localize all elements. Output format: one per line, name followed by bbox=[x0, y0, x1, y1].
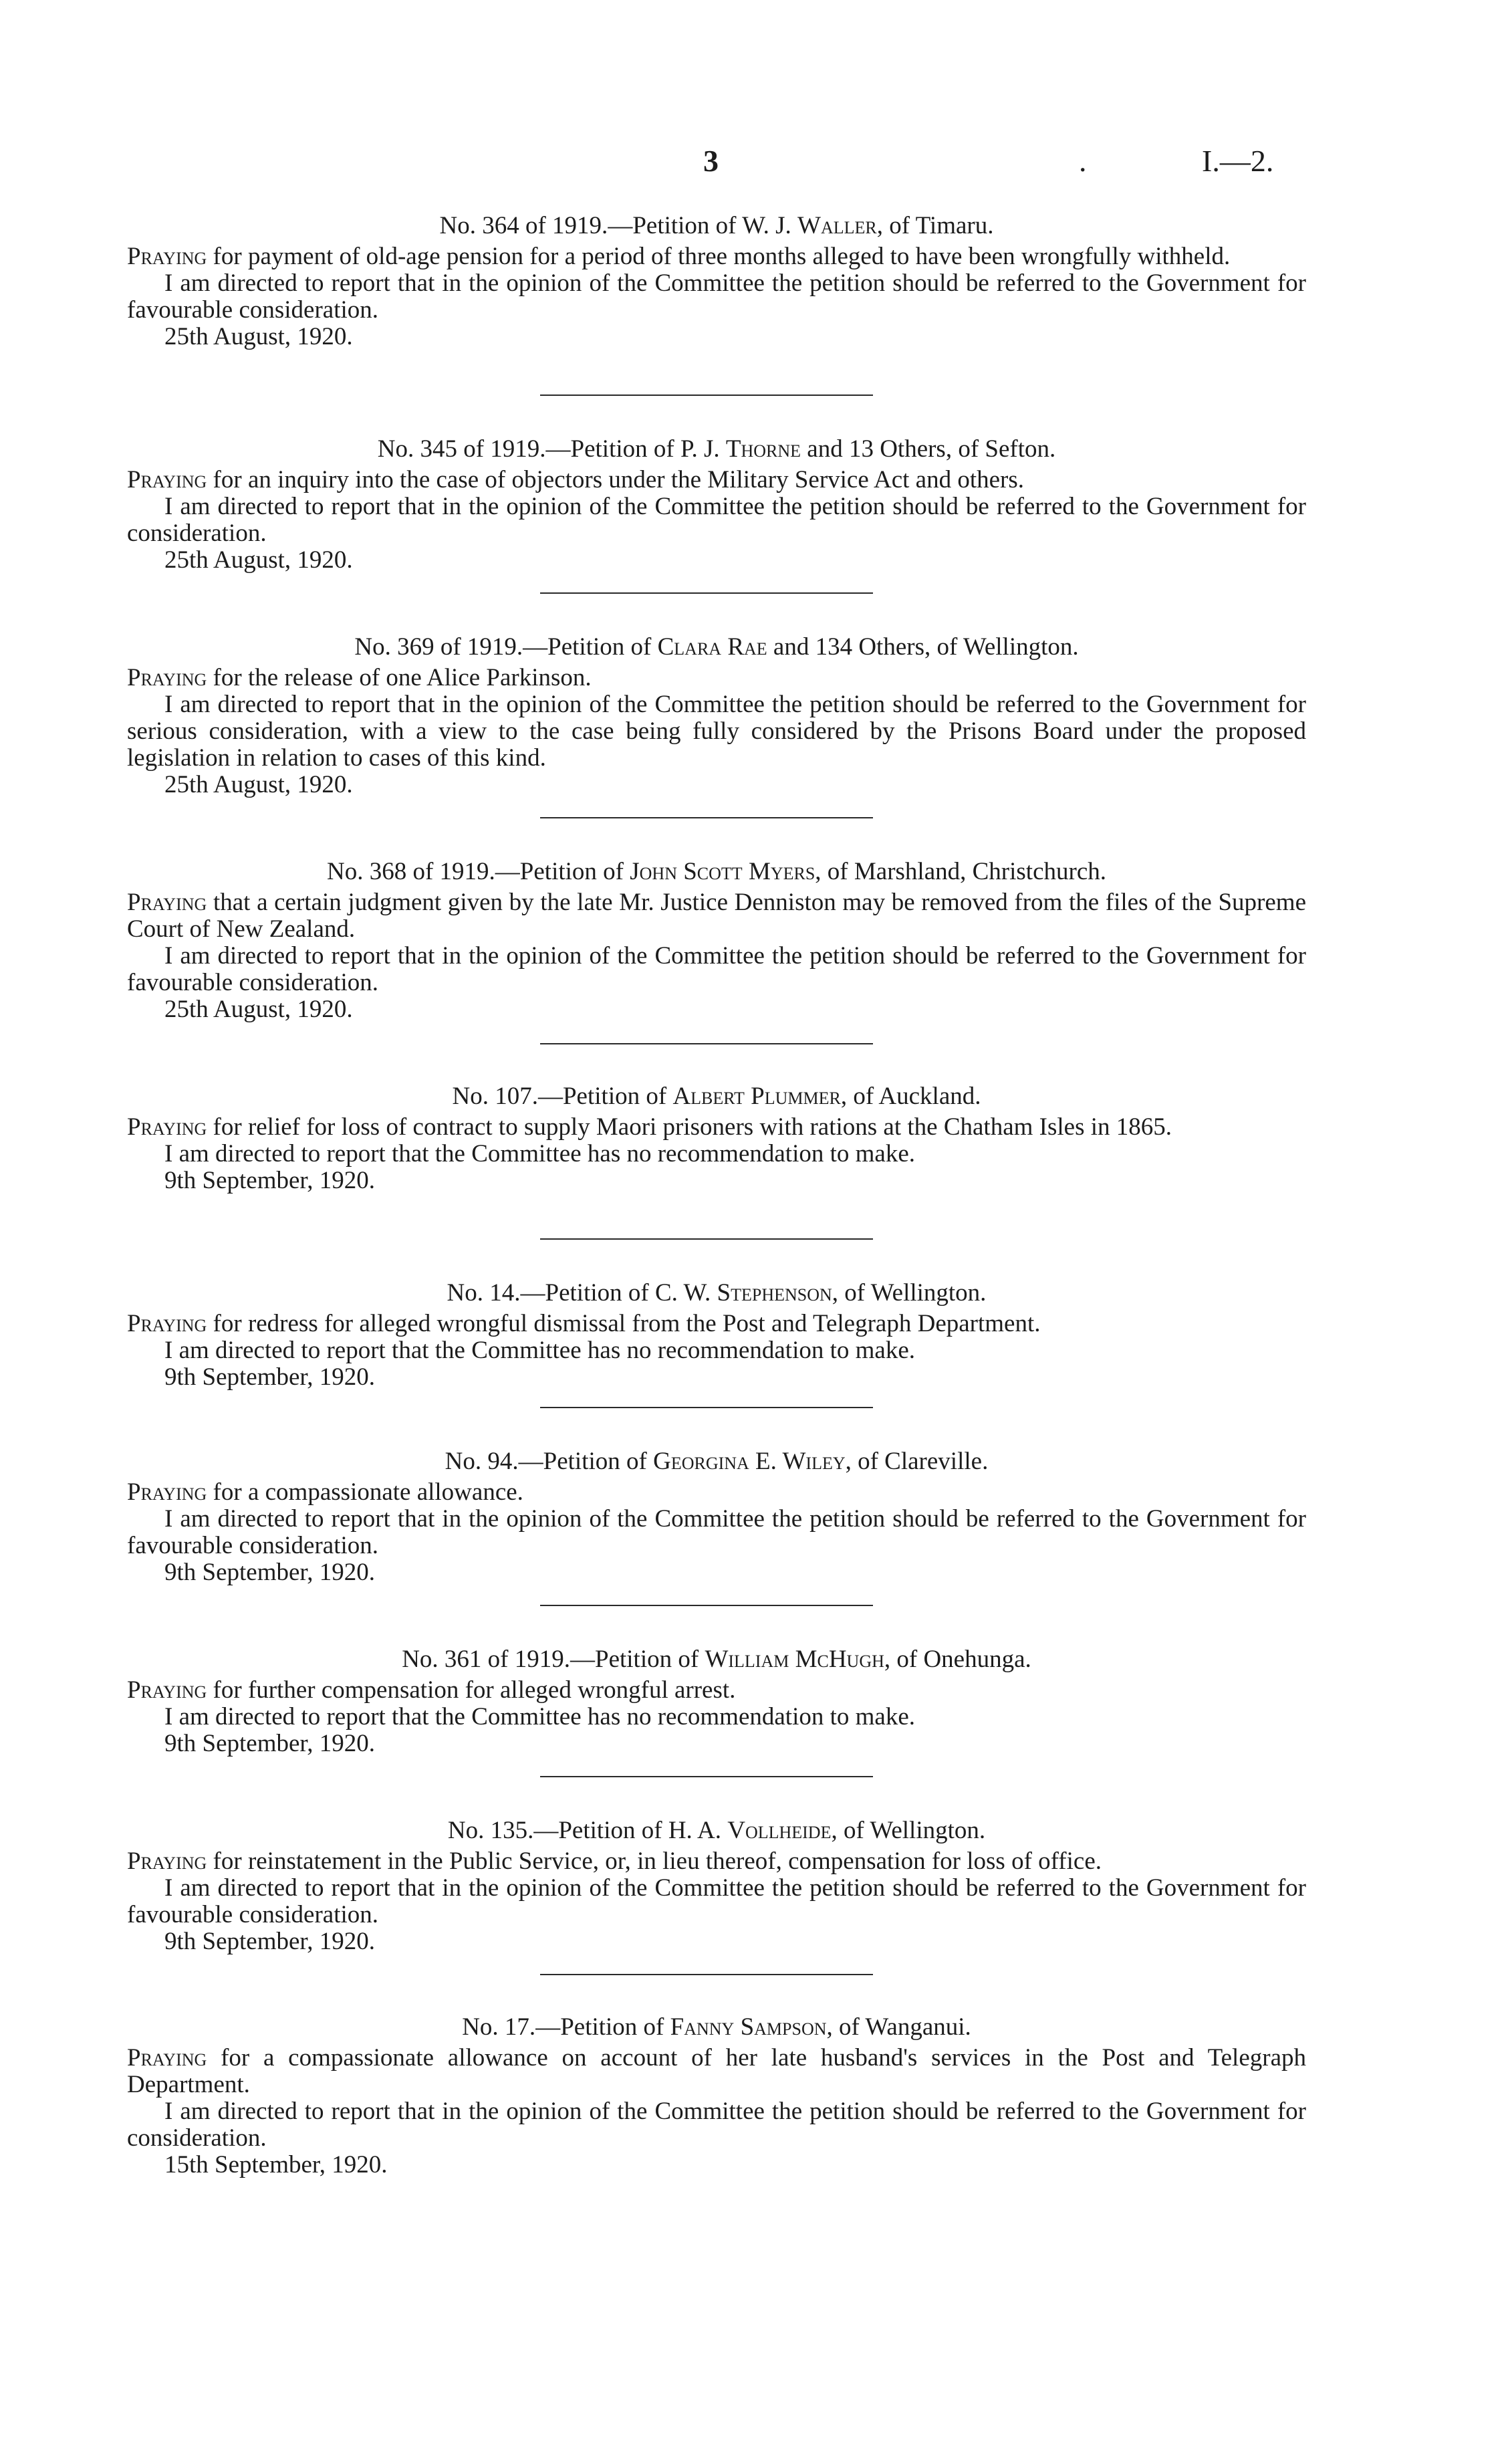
petition-number: No. 364 of 1919. bbox=[439, 212, 608, 239]
petitioner-name: William McHugh bbox=[705, 1646, 884, 1673]
praying-text: for relief for loss of contract to supply Maori prisoners with rations at the Chatham Isles in 1865. bbox=[207, 1113, 1172, 1141]
report-date: 25th August, 1920. bbox=[164, 546, 353, 574]
document-reference: I.—2. bbox=[1202, 144, 1274, 178]
report-date: 25th August, 1920. bbox=[164, 323, 353, 350]
section-divider bbox=[540, 1407, 873, 1408]
petition-heading bbox=[127, 634, 1306, 661]
praying-paragraph bbox=[127, 889, 1306, 943]
praying-paragraph bbox=[127, 1848, 1306, 1875]
committee-report: I am directed to report that in the opinion of the Committee the petition should be referred to the Government for favourable consideration. bbox=[127, 1505, 1306, 1559]
petition-prefix: —Petition of bbox=[608, 212, 743, 239]
petition-prefix: —Petition of bbox=[535, 2013, 670, 2041]
petition-heading bbox=[127, 436, 1306, 463]
petitioner-name: Albert Plummer bbox=[672, 1083, 841, 1110]
petition-prefix: —Petition of bbox=[537, 1083, 673, 1110]
petition-entry bbox=[127, 436, 1306, 574]
petition-number: No. 17. bbox=[462, 2013, 536, 2041]
petition-prefix: —Petition of bbox=[570, 1646, 705, 1673]
petitioner-name: Fanny Sampson bbox=[670, 2013, 827, 2041]
praying-text: for payment of old-age pension for a period of three months alleged to have been wrongfully withheld. bbox=[207, 243, 1231, 270]
petitioner-name: Thorne bbox=[725, 435, 801, 463]
praying-label: Praying bbox=[127, 1847, 207, 1875]
praying-label: Praying bbox=[127, 889, 207, 916]
petition-number: No. 94. bbox=[445, 1448, 519, 1475]
praying-label: Praying bbox=[127, 466, 207, 493]
petitioner-place: , of Marshland, Christchurch. bbox=[815, 858, 1106, 885]
petition-heading bbox=[127, 1817, 1306, 1844]
report-date: 9th September, 1920. bbox=[164, 1559, 376, 1586]
report-date: 9th September, 1920. bbox=[164, 1363, 376, 1391]
petition-prefix: —Petition of bbox=[533, 1817, 668, 1844]
praying-paragraph bbox=[127, 243, 1306, 270]
petition-entry bbox=[127, 2014, 1306, 2178]
petitioner-name: Clara Rae bbox=[657, 633, 767, 661]
report-date: 25th August, 1920. bbox=[164, 771, 353, 798]
committee-report: I am directed to report that the Committee has no recommendation to make. bbox=[164, 1337, 916, 1364]
petitioner-place: , of Wanganui. bbox=[826, 2013, 971, 2041]
petition-prefix: —Petition of bbox=[518, 1448, 654, 1475]
petition-number: No. 107. bbox=[452, 1083, 538, 1110]
praying-label: Praying bbox=[127, 1478, 207, 1506]
praying-paragraph bbox=[127, 1479, 1306, 1506]
petition-number: No. 345 of 1919. bbox=[377, 435, 546, 463]
committee-report: I am directed to report that in the opinion of the Committee the petition should be referred to the Government for favourable consideration. bbox=[127, 1874, 1306, 1928]
section-divider bbox=[540, 395, 873, 396]
report-date: 15th September, 1920. bbox=[164, 2151, 388, 2178]
praying-paragraph bbox=[127, 1311, 1306, 1337]
section-divider bbox=[540, 817, 873, 818]
committee-report: I am directed to report that in the opinion of the Committee the petition should be referred to the Government for serious consideration, with a view to the case being fully considered by the Prisons Board under the proposed legislation in relation to cases of this kind. bbox=[127, 691, 1306, 772]
header-dot: . bbox=[1079, 144, 1087, 178]
committee-report: I am directed to report that the Committee has no recommendation to make. bbox=[164, 1140, 916, 1167]
praying-text: for a compassionate allowance on account of her late husband's services in the Post and Telegraph Department. bbox=[127, 2044, 1306, 2098]
petition-entry bbox=[127, 1448, 1306, 1586]
petitioner-place: , of Clareville. bbox=[845, 1448, 989, 1475]
petition-prefix: —Petition of bbox=[520, 1279, 655, 1307]
section-divider bbox=[540, 1043, 873, 1044]
committee-report: I am directed to report that in the opinion of the Committee the petition should be referred to the Government for favourable consideration. bbox=[127, 942, 1306, 996]
section-divider bbox=[540, 1605, 873, 1606]
petitioner-place: , of Timaru. bbox=[876, 212, 994, 239]
petitioner-initials: H. A. bbox=[668, 1817, 728, 1844]
praying-paragraph bbox=[127, 1677, 1306, 1704]
petition-number: No. 14. bbox=[447, 1279, 521, 1307]
committee-report: I am directed to report that in the opinion of the Committee the petition should be referred to the Government for favourable consideration. bbox=[127, 269, 1306, 324]
petition-number: No. 369 of 1919. bbox=[354, 633, 523, 661]
petitioner-initials: P. J. bbox=[680, 435, 726, 463]
section-divider bbox=[540, 592, 873, 594]
petition-heading bbox=[127, 2014, 1306, 2041]
praying-text: that a certain judgment given by the late Mr. Justice Denniston may be removed from the files of the Supreme Court of New Zealand. bbox=[127, 889, 1306, 943]
petition-number: No. 368 of 1919. bbox=[327, 858, 495, 885]
praying-paragraph bbox=[127, 2045, 1306, 2098]
petition-prefix: —Petition of bbox=[523, 633, 658, 661]
petitioner-initials: W. J. bbox=[742, 212, 798, 239]
petition-prefix: —Petition of bbox=[545, 435, 680, 463]
praying-label: Praying bbox=[127, 2044, 207, 2071]
petition-heading bbox=[127, 213, 1306, 239]
report-date: 9th September, 1920. bbox=[164, 1730, 376, 1757]
petition-heading bbox=[127, 1646, 1306, 1673]
petitioner-name: Vollheide bbox=[727, 1817, 832, 1844]
petitioner-place: and 134 Others, of Wellington. bbox=[767, 633, 1079, 661]
committee-report: I am directed to report that in the opinion of the Committee the petition should be referred to the Government for consideration. bbox=[127, 2098, 1306, 2152]
praying-text: for a compassionate allowance. bbox=[207, 1478, 523, 1506]
praying-label: Praying bbox=[127, 1676, 207, 1704]
petitioner-place: , of Wellington. bbox=[831, 1817, 986, 1844]
petition-entry bbox=[127, 1646, 1306, 1757]
report-date: 9th September, 1920. bbox=[164, 1928, 376, 1955]
petition-entry bbox=[127, 859, 1306, 1023]
petition-prefix: —Petition of bbox=[495, 858, 630, 885]
petitioner-name: Georgina E. Wiley bbox=[653, 1448, 846, 1475]
section-divider bbox=[540, 1776, 873, 1777]
petition-number: No. 361 of 1919. bbox=[402, 1646, 570, 1673]
petition-heading bbox=[127, 859, 1306, 885]
petitioner-name: John Scott Myers bbox=[630, 858, 815, 885]
petition-entry bbox=[127, 1817, 1306, 1955]
petitioner-place: and 13 Others, of Sefton. bbox=[801, 435, 1056, 463]
praying-label: Praying bbox=[127, 243, 207, 270]
petition-heading bbox=[127, 1280, 1306, 1307]
petition-entry bbox=[127, 1083, 1306, 1194]
praying-text: for redress for alleged wrongful dismissal from the Post and Telegraph Department. bbox=[207, 1310, 1041, 1337]
report-date: 9th September, 1920. bbox=[164, 1167, 376, 1194]
praying-text: for the release of one Alice Parkinson. bbox=[207, 664, 592, 691]
page-number: 3 bbox=[703, 144, 719, 178]
praying-text: for reinstatement in the Public Service, or, in lieu thereof, compensation for loss of office. bbox=[207, 1847, 1102, 1875]
petition-number: No. 135. bbox=[447, 1817, 534, 1844]
petitioner-place: , of Wellington. bbox=[832, 1279, 987, 1307]
praying-paragraph bbox=[127, 1114, 1306, 1141]
petitioner-name: Stephenson bbox=[717, 1279, 832, 1307]
section-divider bbox=[540, 1974, 873, 1975]
petition-entry bbox=[127, 634, 1306, 798]
committee-report: I am directed to report that in the opinion of the Committee the petition should be referred to the Government for consideration. bbox=[127, 493, 1306, 547]
petition-heading bbox=[127, 1448, 1306, 1475]
petition-entry bbox=[127, 213, 1306, 350]
praying-text: for an inquiry into the case of objectors under the Military Service Act and others. bbox=[207, 466, 1024, 493]
committee-report: I am directed to report that the Committee has no recommendation to make. bbox=[164, 1703, 916, 1730]
praying-label: Praying bbox=[127, 664, 207, 691]
petitioner-initials: C. W. bbox=[654, 1279, 717, 1307]
petitioner-name: Waller bbox=[797, 212, 877, 239]
report-date: 25th August, 1920. bbox=[164, 996, 353, 1023]
petitioner-place: , of Auckland. bbox=[840, 1083, 981, 1110]
praying-paragraph bbox=[127, 665, 1306, 691]
petition-entry bbox=[127, 1280, 1306, 1391]
praying-label: Praying bbox=[127, 1113, 207, 1141]
praying-label: Praying bbox=[127, 1310, 207, 1337]
praying-paragraph bbox=[127, 467, 1306, 493]
petitioner-place: , of Onehunga. bbox=[884, 1646, 1031, 1673]
section-divider bbox=[540, 1238, 873, 1240]
petition-heading bbox=[127, 1083, 1306, 1110]
praying-text: for further compensation for alleged wrongful arrest. bbox=[207, 1676, 736, 1704]
